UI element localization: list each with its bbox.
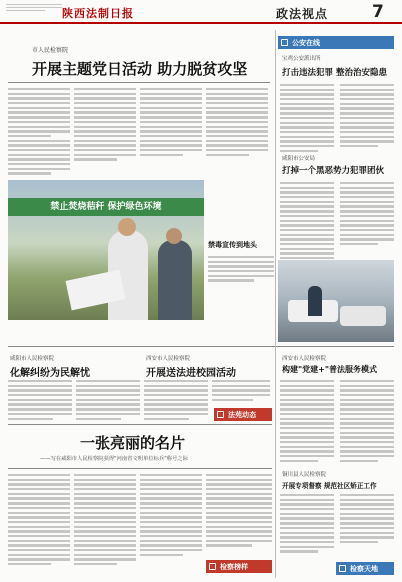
- newspaper-logo: 陕西法制日报: [62, 7, 134, 20]
- tag-icon: [281, 39, 288, 46]
- feature-headline: 一张亮丽的名片: [80, 434, 186, 452]
- officer-figure: [308, 286, 322, 316]
- photo-caption-title: 禁毒宣传到地头: [208, 241, 257, 249]
- issue-info: [6, 4, 62, 13]
- section-tag-procuratorate: 检察天地: [336, 562, 394, 575]
- feature-col-3: [140, 474, 202, 558]
- lead-headline: 开展主题党日活动 助力脱贫攻坚: [32, 60, 248, 78]
- mid-center-col-1: [144, 380, 208, 422]
- lead-body-col-3: [140, 88, 202, 158]
- photo-banner: 禁止焚烧秸秆 保护绿色环境: [8, 198, 204, 216]
- mid-left-col-2: [76, 380, 140, 422]
- masthead: [0, 0, 402, 24]
- mid-center-headline: 开展送法进校园活动: [146, 368, 236, 379]
- right-mid-col-2: [340, 182, 394, 248]
- divider: [8, 424, 272, 425]
- lead-body-col-2: [74, 88, 136, 163]
- right-top-headline: 打击违法犯罪 整治治安隐患: [282, 68, 387, 78]
- lead-kicker: 市人民检察院: [32, 47, 69, 54]
- person-head: [118, 218, 136, 236]
- police-photo: [278, 260, 394, 342]
- right-low-col-1: [280, 380, 334, 464]
- mid-left-col-1: [8, 380, 72, 422]
- feature-col-1: [8, 474, 70, 568]
- column-divider: [275, 30, 276, 578]
- right-bottom-col-1: [280, 494, 334, 555]
- mid-left-kicker: 咸阳市人民检察院: [10, 356, 55, 362]
- main-photo: [8, 180, 204, 320]
- right-top-col-2: [340, 84, 394, 150]
- person-head: [166, 228, 182, 244]
- tag-icon: [339, 565, 346, 572]
- right-top-col-1: [280, 84, 334, 154]
- divider: [8, 82, 270, 83]
- tag-icon: [209, 563, 216, 570]
- mid-center-kicker: 西安市人民检察院: [146, 356, 191, 362]
- section-tag-police: 公安在线: [278, 36, 394, 49]
- right-bottom-kicker: 铜川县人民检察院: [282, 472, 327, 478]
- car-shape: [340, 306, 386, 326]
- section-tag-model: 检察榜样: [206, 560, 272, 573]
- lead-body-col-1: [8, 88, 70, 177]
- lead-body-col-4: [206, 88, 268, 158]
- photo-caption-text: [208, 256, 274, 284]
- right-low-col-2: [340, 380, 394, 464]
- page-number: 7: [372, 2, 384, 22]
- feature-col-2: [74, 474, 136, 568]
- right-top-kicker: 宝鸡公安派出所: [282, 56, 321, 62]
- person-figure: [158, 240, 192, 320]
- divider: [8, 468, 272, 469]
- right-low-kicker: 西安市人民检察院: [282, 356, 327, 362]
- mid-left-headline: 化解纠纷为民解忧: [10, 368, 90, 379]
- tag-icon: [217, 411, 224, 418]
- feature-col-4: [206, 474, 272, 549]
- right-mid-headline: 打掉一个黑恶势力犯罪团伙: [282, 166, 385, 176]
- right-bottom-headline: 开展专项督察 规范社区矫正工作: [282, 482, 377, 490]
- divider: [8, 346, 394, 347]
- right-mid-kicker: 咸阳市公安局: [282, 156, 316, 162]
- right-low-headline: 构建"党建+"普法服务模式: [282, 365, 378, 374]
- feature-subtitle: ——写在咸阳市人民检察院获得"河南省文明单位标兵"称号之际: [40, 456, 188, 462]
- right-bottom-col-2: [340, 494, 394, 546]
- section-title: 政法视点: [276, 7, 329, 21]
- section-tag-law: 法苑动态: [214, 408, 272, 421]
- mid-center-col-2: [212, 380, 270, 403]
